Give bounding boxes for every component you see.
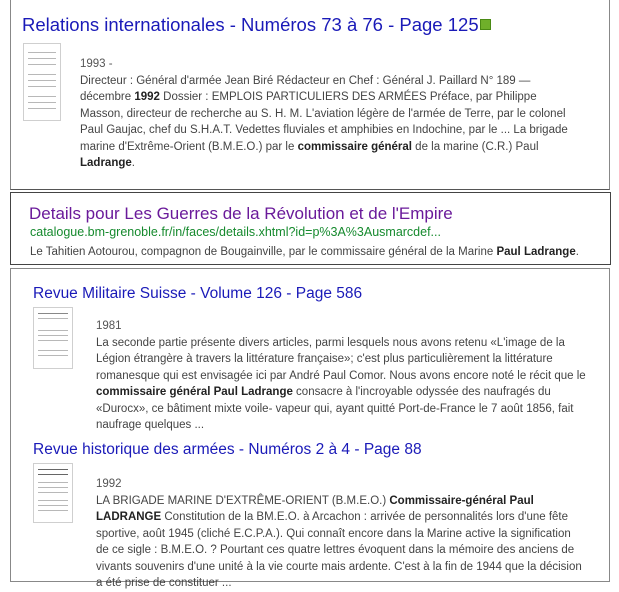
snippet-text-part: consacre à l'incroyable odyssée des naufragés du «Durocx», ce bâtiment mixte voile- vapeur qui, ayant quitté Port-de-France le 7 août 1856, fait naufrage quelques ... <box>96 386 574 431</box>
result-year: 1992 <box>96 478 122 490</box>
green-square-icon <box>480 19 491 30</box>
result-title-text: Revue Militaire Suisse - Volume 126 - Page 586 <box>33 285 363 302</box>
snippet-bold-text: Commissaire-général Paul LADRANGE <box>96 494 534 523</box>
snippet-bold-text: commissaire général <box>297 140 412 153</box>
book-thumbnail[interactable] <box>33 307 73 369</box>
snippet-text <box>96 335 586 434</box>
snippet-text <box>80 73 580 172</box>
snippet-text-part: . <box>131 157 135 169</box>
book-thumbnail[interactable] <box>33 463 73 523</box>
result-title-link[interactable] <box>33 285 362 303</box>
result-title-text: Relations internationales - Numéros 73 à 76 - Page 125 <box>22 14 479 35</box>
result-snippet <box>80 56 580 172</box>
snippet-text-part: de la marine (C.R.) Paul <box>411 140 539 153</box>
result-snippet <box>96 318 586 434</box>
result-panel-2 <box>10 192 611 265</box>
snippet-text-part: . <box>575 246 579 258</box>
result-title-link[interactable] <box>29 204 453 224</box>
snippet-bold-text: Ladrange <box>80 157 132 169</box>
result-url: catalogue.bm-grenoble.fr/in/faces/details.xhtml?id=p%3A%3Ausmarcdef... <box>30 225 441 239</box>
result-snippet <box>96 476 586 592</box>
snippet-text-part: LA BRIGADE MARINE D'EXTRÊME-ORIENT (B.M.E.O.) <box>96 494 390 507</box>
snippet-text-part: La seconde partie présente divers articles, parmi lesquels nous avons retenu «L'image de la Légion étrangère à travers la littérature française»; c'est plus particulièrement la littérature romanesque qui est envisagée ici par André Paul Comor. Nous avons encore noté le récit que le <box>96 336 586 382</box>
result-panel-1 <box>10 0 610 190</box>
snippet-text-part: Directeur : Général d'armée Jean Biré Rédacteur en Chef : Général J. Paillard N° 189 — décembre <box>80 74 531 103</box>
snippet-text-part: Le Tahitien Aotourou, compagnon de Bougainville, par le commissaire général de la Marine <box>30 246 497 258</box>
snippet-text-part: Dossier : EMPLOIS PARTICULIERS DES ARMÉES Préface, par Philippe Masson, directeur de recherche au S. H. M. L'aviation légère de l'armée de Terre, par le colonel Paul Gaujac, chef du S.H.A.T. Vedettes fluviales et amphibies en Indochine, par le ... La brigade marine d'Extrême-Orient (B.M.E.O.) par le <box>80 91 568 153</box>
snippet-bold-text: Paul Ladrange <box>496 246 576 258</box>
snippet-bold-text: 1992 <box>134 91 160 103</box>
result-title-text: Revue historique des armées - Numéros 2 à 4 - Page 88 <box>33 441 422 458</box>
result-year: 1981 <box>96 320 122 332</box>
result-panel-3 <box>10 268 610 589</box>
snippet-text-part: Constitution de la BM.E.O. à Arcachon : arrivée de personnalités lors d'une fête sportive, août 1945 (cliché E.C.P.A.). Qui connaît encore dans la Marine active la signification de ce sigle : B.M.E.O. ? Pourtant ces quatre lettres évoquent dans la mémoire des anciens de vivants souvenirs d'une unité à la vie courte mais ardente. C'est à la fin de 1944 que la décision a été prise de constituer ... <box>96 511 582 589</box>
snippet-text <box>30 244 610 261</box>
result-title-link[interactable] <box>22 14 491 36</box>
result-title-text: Details pour Les Guerres de la Révolution et de l'Empire <box>29 204 453 223</box>
snippet-text <box>96 493 586 592</box>
result-title-link[interactable] <box>33 441 422 459</box>
snippet-bold-text: commissaire général Paul Ladrange <box>96 386 293 398</box>
result-snippet <box>30 244 610 261</box>
book-thumbnail[interactable] <box>23 43 61 121</box>
result-year: 1993 - <box>80 58 113 70</box>
